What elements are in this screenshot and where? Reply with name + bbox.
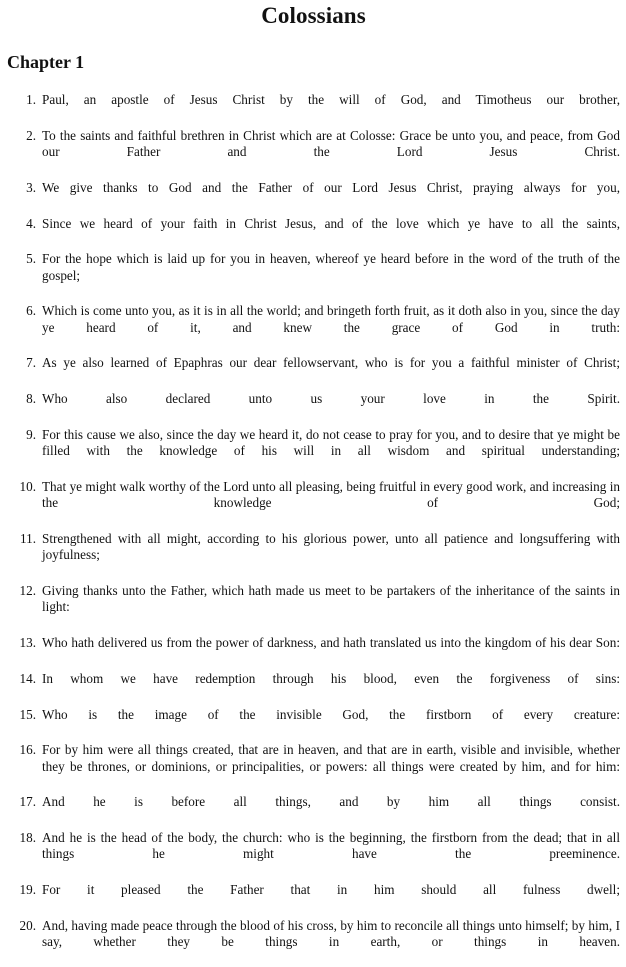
verse-item <box>7 391 620 423</box>
verse-item <box>7 882 620 914</box>
verse-number: 14. <box>19 670 36 686</box>
verse-text: Which is come unto you, as it is in all the world; and bringeth forth fruit, as it doth also in you, since the day ye heard of it, and knew the grace of God in truth: <box>42 303 620 335</box>
verse-text: Who also declared unto us your love in the Spirit. <box>42 391 620 407</box>
verse-text: And he is the head of the body, the church: who is the beginning, the firstborn from the dead; that in all things he might have the preeminence. <box>42 830 620 862</box>
verse-text: We give thanks to God and the Father of our Lord Jesus Christ, praying always for you, <box>42 179 620 195</box>
verse-item <box>7 427 620 476</box>
verse-text: For it pleased the Father that in him should all fulness dwell; <box>42 882 620 898</box>
verse-text: To the saints and faithful brethren in Christ which are at Colosse: Grace be unto you, and peace, from God our Father and the Lord Jesus Christ. <box>42 127 620 159</box>
verse-number: 15. <box>19 706 36 722</box>
verse-number: 11. <box>20 530 36 546</box>
verse-text: Since we heard of your faith in Christ Jesus, and of the love which ye have to all the saints, <box>42 215 620 231</box>
verse-number: 18. <box>19 830 36 846</box>
verse-item <box>7 251 620 300</box>
verse-item <box>7 180 620 212</box>
verse-text: Giving thanks unto the Father, which hath made us meet to be partakers of the inheritance of the saints in light: <box>42 582 620 615</box>
verse-number: 3. <box>26 179 36 195</box>
verse-number: 12. <box>19 582 36 598</box>
verse-text: As ye also learned of Epaphras our dear fellowservant, who is for you a faithful minister of Christ; <box>42 355 620 371</box>
verse-number: 7. <box>26 355 36 371</box>
verse-item <box>7 479 620 528</box>
verse-item <box>7 303 620 352</box>
verse-number: 1. <box>26 92 36 107</box>
verse-item <box>7 918 620 967</box>
verse-item <box>7 92 620 124</box>
verse-text: And he is before all things, and by him all things consist. <box>42 794 620 810</box>
verse-number: 8. <box>26 391 36 407</box>
verse-item <box>7 830 620 879</box>
verse-item <box>7 216 620 248</box>
verse-text: Strengthened with all might, according to his glorious power, unto all patience and longsuffering with joyfulness; <box>42 530 620 563</box>
verse-text: Who is the image of the invisible God, the firstborn of every creature: <box>42 706 620 722</box>
verse-item <box>7 707 620 739</box>
verse-text: In whom we have redemption through his blood, even the forgiveness of sins: <box>42 670 620 686</box>
verse-number: 4. <box>26 215 36 231</box>
verse-item <box>7 671 620 703</box>
verse-item <box>7 355 620 387</box>
verse-item <box>7 742 620 791</box>
verse-item <box>7 635 620 667</box>
verse-text: Paul, an apostle of Jesus Christ by the will of God, and Timotheus our brother, <box>42 92 620 107</box>
verse-number: 17. <box>19 794 36 810</box>
verse-number: 9. <box>26 426 36 442</box>
verse-number: 19. <box>19 882 36 898</box>
verse-number: 20. <box>19 917 36 933</box>
verse-number: 10. <box>19 478 36 494</box>
verse-number: 5. <box>26 251 36 267</box>
chapter-heading: Chapter 1 <box>7 52 85 72</box>
verse-number: 2. <box>26 127 36 143</box>
page-title: Colossians <box>261 3 366 28</box>
verse-number: 13. <box>19 634 36 650</box>
verse-text: And, having made peace through the blood of his cross, by him to reconcile all things unto himself; by him, I say, whether they be things in earth, or things in heaven. <box>42 917 620 950</box>
verse-text: For the hope which is laid up for you in heaven, whereof ye heard before in the word of the truth of the gospel; <box>42 251 620 283</box>
verse-number: 16. <box>19 742 36 758</box>
verse-text: That ye might walk worthy of the Lord unto all pleasing, being fruitful in every good work, and increasing in the knowledge of God; <box>42 478 620 511</box>
verse-text: Who hath delivered us from the power of darkness, and hath translated us into the kingdom of his dear Son: <box>42 634 620 650</box>
verse-item <box>7 531 620 580</box>
verse-text: For by him were all things created, that are in heaven, and that are in earth, visible and invisible, whether they be thrones, or dominions, or principalities, or powers: all things were created by him, and for him: <box>42 742 620 774</box>
verse-item <box>7 794 620 826</box>
verse-number: 6. <box>26 303 36 319</box>
verse-item <box>7 583 620 632</box>
verse-text: For this cause we also, since the day we heard it, do not cease to pray for you, and to desire that ye might be filled with the knowledge of his will in all wisdom and spiritual understanding; <box>42 426 620 459</box>
verse-list <box>7 71 620 967</box>
verse-item <box>7 128 620 177</box>
